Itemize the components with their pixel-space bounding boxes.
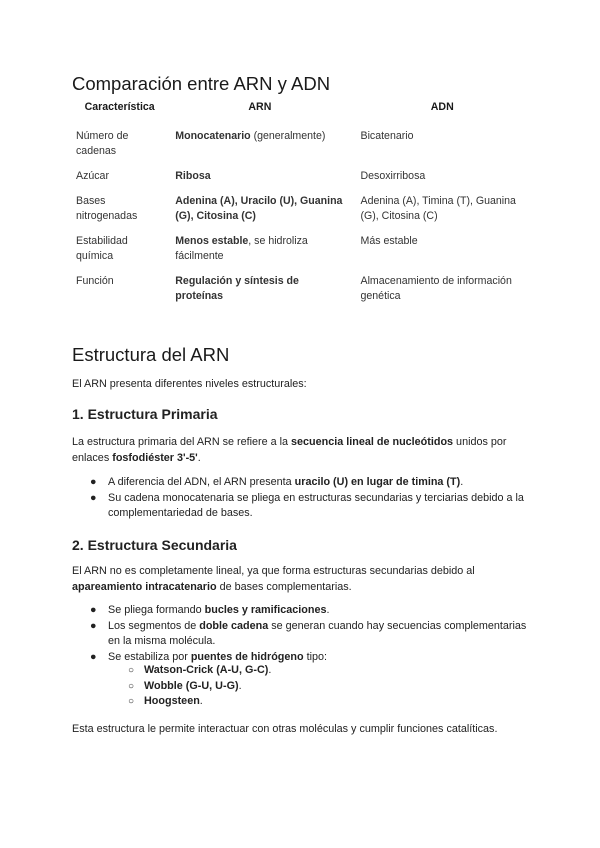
- feature-cell: Número de cadenas: [76, 130, 129, 157]
- list-item: ○ Hoogsteen.: [72, 694, 528, 710]
- header-arn: ARN: [248, 101, 272, 113]
- bullet-icon: ●: [90, 491, 97, 504]
- feature-cell: Estabilidad química: [76, 235, 128, 262]
- feature-cell: Bases nitrogenadas: [76, 195, 138, 222]
- list-item: ● Se pliega formando bucles y ramificaciones.: [72, 603, 528, 619]
- arn-cell: Adenina (A), Uracilo (U), Guanina (G), Citosina (C): [175, 195, 343, 222]
- primary-paragraph: La estructura primaria del ARN se refiere a la secuencia lineal de nucleótidos unidos por enlaces fosfodiéster 3'-5'.: [72, 436, 507, 464]
- secondary-bullets: [72, 603, 528, 665]
- list-item: ● Su cadena monocatenaria se pliega en estructuras secundarias y terciarias debido a la complementariedad de bases.: [90, 491, 524, 519]
- list-item: ● Se estabiliza por puentes de hidrógeno tipo:: [72, 650, 528, 666]
- structure-title: Estructura del ARN: [72, 344, 230, 365]
- table-row: [72, 274, 532, 314]
- secondary-closing: Esta estructura le permite interactuar con otras moléculas y cumplir funciones catalíticas.: [72, 723, 498, 735]
- circle-bullet-icon: ○: [128, 665, 135, 676]
- feature-cell: Azúcar: [76, 170, 109, 182]
- bullet-icon: ●: [90, 650, 97, 663]
- table-row: [72, 234, 532, 274]
- arn-cell: Regulación y síntesis de proteínas: [175, 275, 299, 302]
- adn-cell: Bicatenario: [360, 130, 414, 142]
- list-item: ○ Watson-Crick (A-U, G-C).: [72, 663, 528, 679]
- arn-cell: Monocatenario (generalmente): [175, 130, 326, 142]
- header-feature: Característica: [84, 101, 155, 113]
- feature-cell: Función: [76, 275, 114, 287]
- arn-cell: Menos estable, se hidroliza fácilmente: [175, 235, 308, 262]
- table-row: [72, 169, 532, 194]
- hydrogen-bond-types: [72, 663, 528, 710]
- adn-cell: Desoxirribosa: [360, 170, 426, 182]
- list-item: ● A diferencia del ADN, el ARN presenta uracilo (U) en lugar de timina (T).: [72, 475, 528, 491]
- structure-intro: El ARN presenta diferentes niveles estructurales:: [72, 378, 307, 390]
- table-row: [72, 194, 532, 234]
- secondary-title: 2. Estructura Secundaria: [72, 537, 237, 553]
- table-header-row: [72, 100, 532, 129]
- bullet-icon: ●: [90, 604, 97, 616]
- comparison-table: [72, 100, 532, 314]
- table-row: [72, 129, 532, 169]
- primary-title: 1. Estructura Primaria: [72, 406, 218, 422]
- comparison-title: Comparación entre ARN y ADN: [72, 73, 331, 94]
- secondary-paragraph: El ARN no es completamente lineal, ya que forma estructuras secundarias debido al apareamiento intracatenario de bases complementarias.: [72, 565, 475, 593]
- circle-bullet-icon: ○: [128, 680, 135, 692]
- adn-cell: Más estable: [360, 235, 418, 247]
- circle-bullet-icon: ○: [128, 696, 135, 707]
- list-item: ○ Wobble (G-U, U-G).: [72, 679, 528, 695]
- bullet-icon: ●: [90, 619, 97, 632]
- adn-cell: Almacenamiento de información genética: [360, 275, 512, 302]
- primary-bullets: [72, 475, 528, 522]
- bullet-icon: ●: [90, 476, 97, 488]
- adn-cell: Adenina (A), Timina (T), Guanina (G), Citosina (C): [360, 195, 516, 222]
- header-adn: ADN: [430, 101, 454, 113]
- list-item: ● Los segmentos de doble cadena se generan cuando hay secuencias complementarias en la misma molécula.: [90, 619, 527, 647]
- arn-cell: Ribosa: [175, 170, 211, 182]
